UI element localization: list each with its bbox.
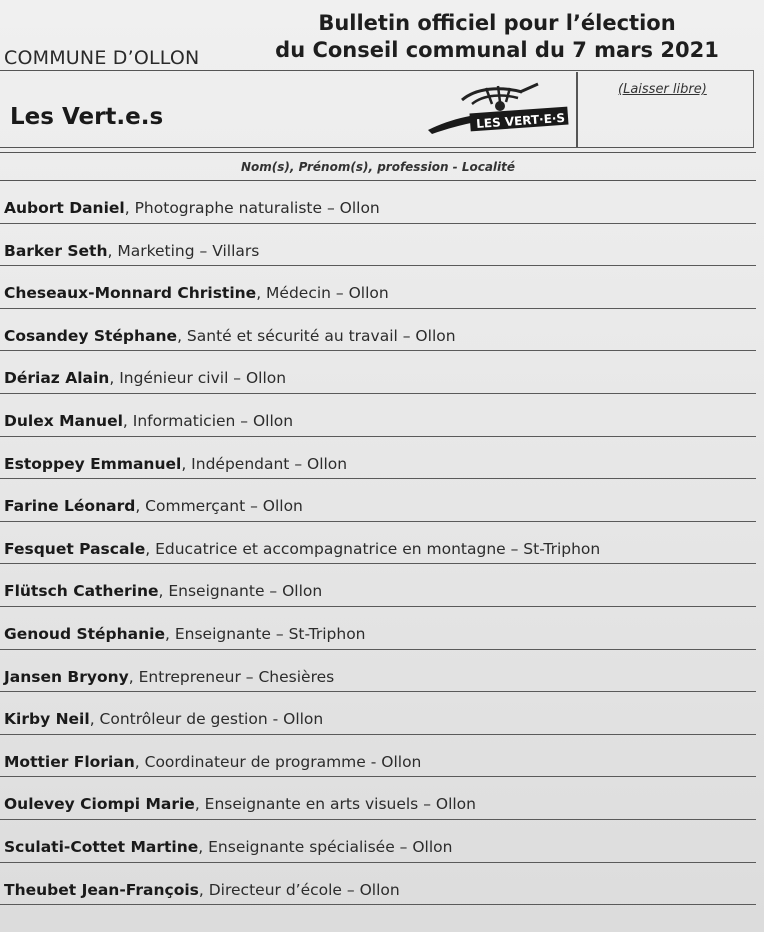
candidate-name: Estoppey Emmanuel xyxy=(4,454,182,473)
candidate-profession-locality: , Marketing – Villars xyxy=(107,241,260,260)
candidate-name: Flütsch Catherine xyxy=(4,582,159,601)
commune-label: COMMUNE D’OLLON xyxy=(4,47,200,69)
candidate-profession-locality: , Informaticien – Ollon xyxy=(122,411,294,430)
candidate-row xyxy=(0,522,756,565)
candidate-row xyxy=(0,692,756,735)
candidate-name: Aubort Daniel xyxy=(4,199,125,217)
candidate-row xyxy=(0,351,756,394)
candidate-profession-locality: , Ingénieur civil – Ollon xyxy=(109,369,287,388)
candidate-rows xyxy=(0,181,756,905)
candidate-row xyxy=(0,266,756,309)
candidate-name: Mottier Florian xyxy=(4,752,135,771)
candidate-name: Theubet Jean-François xyxy=(4,880,199,899)
candidate-profession-locality: , Enseignante – Ollon xyxy=(158,582,323,601)
column-header: Nom(s), Prénom(s), profession - Localité xyxy=(0,153,756,181)
candidate-row xyxy=(0,607,756,650)
candidate-row xyxy=(0,735,756,778)
candidate-profession-locality: , Coordinateur de programme - Ollon xyxy=(134,752,422,771)
candidate-row xyxy=(0,863,756,906)
candidate-profession-locality: , Photographe naturaliste – Ollon xyxy=(124,199,380,217)
candidate-profession-locality: , Enseignante – St-Triphon xyxy=(164,624,366,643)
candidate-row xyxy=(0,394,756,437)
candidate-profession-locality: , Directeur d’école – Ollon xyxy=(198,880,400,899)
candidate-profession-locality: , Contrôleur de gestion - Ollon xyxy=(89,710,324,729)
candidate-name: Oulevey Ciompi Marie xyxy=(4,795,195,814)
candidate-row xyxy=(0,479,756,522)
candidate-name: Genoud Stéphanie xyxy=(4,624,165,643)
candidate-name: Kirby Neil xyxy=(4,710,90,729)
candidate-name: Farine Léonard xyxy=(4,497,136,516)
candidate-profession-locality: , Commerçant – Ollon xyxy=(135,497,303,516)
candidate-row xyxy=(0,181,756,224)
candidate-name: Cosandey Stéphane xyxy=(4,326,178,345)
candidate-name: Jansen Bryony xyxy=(4,667,129,686)
ballot-title xyxy=(262,10,732,64)
candidate-name: Dériaz Alain xyxy=(4,369,110,388)
candidate-row xyxy=(0,650,756,693)
candidate-name: Dulex Manuel xyxy=(4,411,123,430)
candidate-profession-locality: , Enseignante spécialisée – Ollon xyxy=(198,837,453,856)
candidate-row xyxy=(0,777,756,820)
candidate-row xyxy=(0,437,756,480)
candidate-profession-locality: , Santé et sécurité au travail – Ollon xyxy=(177,326,456,345)
candidate-table xyxy=(0,152,756,905)
header-divider xyxy=(576,72,578,148)
candidate-profession-locality: , Entrepreneur – Chesières xyxy=(128,667,335,686)
candidate-row xyxy=(0,309,756,352)
candidate-row xyxy=(0,224,756,267)
leave-blank-note: (Laisser libre) xyxy=(618,82,707,97)
candidate-name: Barker Seth xyxy=(4,241,108,260)
les-verts-logo xyxy=(426,82,576,148)
logo-text: LES VERT·E·S xyxy=(475,110,566,131)
title-line-2: du Conseil communal du 7 mars 2021 xyxy=(275,38,719,62)
candidate-profession-locality: , Médecin – Ollon xyxy=(256,284,389,303)
candidate-name: Cheseaux-Monnard Christine xyxy=(4,284,257,303)
candidate-row xyxy=(0,564,756,607)
candidate-name: Sculati-Cottet Martine xyxy=(4,837,199,856)
candidate-profession-locality: , Indépendant – Ollon xyxy=(181,454,348,473)
candidate-row xyxy=(0,820,756,863)
candidate-profession-locality: , Enseignante en arts visuels – Ollon xyxy=(194,795,476,814)
title-line-1: Bulletin officiel pour l’élection xyxy=(318,11,676,35)
party-name: Les Vert.e.s xyxy=(10,104,164,130)
candidate-name: Fesquet Pascale xyxy=(4,539,146,558)
candidate-profession-locality: , Educatrice et accompagnatrice en montagne – St-Triphon xyxy=(145,539,601,558)
